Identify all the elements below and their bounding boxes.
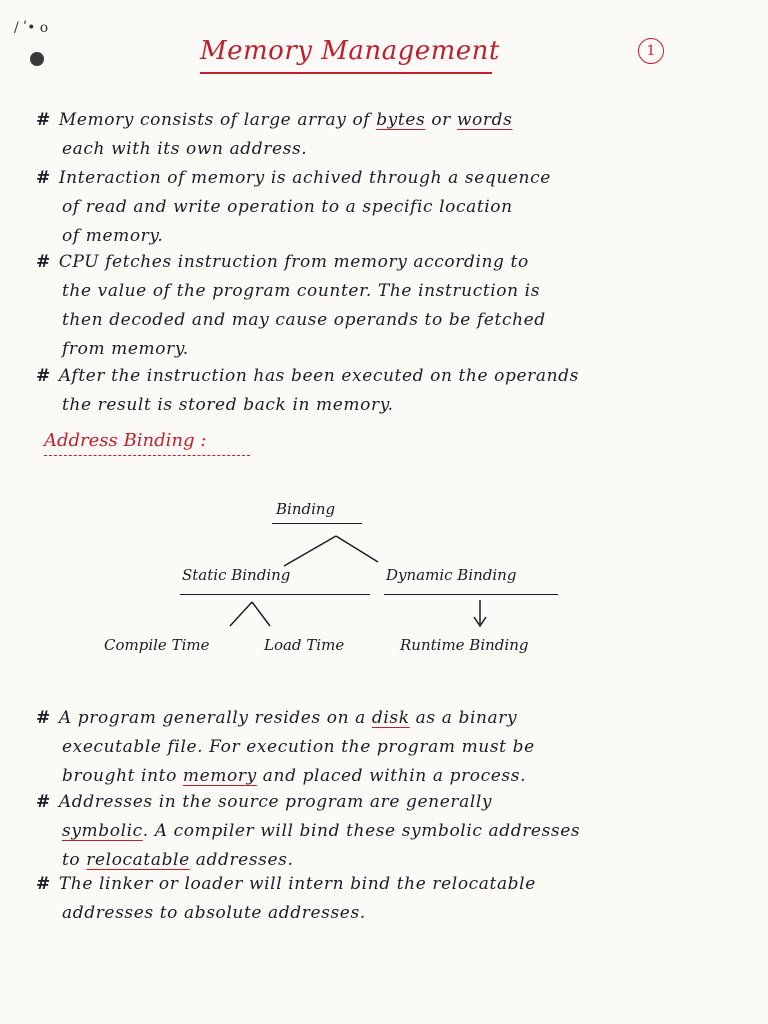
note-text: from memory. — [62, 339, 189, 359]
note-text: addresses to absolute addresses. — [62, 903, 366, 923]
note-text: Interaction of memory is achived through a sequence — [58, 168, 551, 188]
node-dynamic-binding: Dynamic Binding — [386, 566, 517, 584]
edge-static-load — [252, 602, 270, 626]
note-text: or — [425, 110, 457, 130]
note-text: Addresses in the source program are generally — [58, 792, 493, 812]
underlined-term: relocatable — [86, 850, 190, 870]
note-text: the result is stored back in memory. — [62, 395, 394, 415]
note-text: to — [62, 850, 87, 870]
corner-scribble: / ʹ• o — [14, 20, 49, 36]
note-line — [36, 708, 517, 728]
page-number-badge: 1 — [638, 38, 664, 64]
node-load-time: Load Time — [264, 636, 345, 654]
bullet-hash: # — [36, 110, 51, 130]
bullet-hash: # — [36, 792, 51, 812]
edge-static-compile — [230, 602, 252, 626]
note-text: addresses. — [189, 850, 294, 870]
note-text: each with its own address. — [62, 139, 308, 159]
note-line — [62, 821, 580, 841]
note-text: Memory consists of large array of — [58, 110, 377, 130]
section-heading: Address Binding : — [44, 430, 207, 451]
node-compile-time: Compile Time — [104, 636, 210, 654]
note-text: the value of the program counter. The instruction is — [62, 281, 541, 301]
note-line — [62, 903, 366, 923]
bullet-hash: # — [36, 366, 51, 386]
node-dynamic-underline — [384, 594, 558, 595]
note-line — [62, 850, 293, 870]
note-text: CPU fetches instruction from memory according to — [58, 252, 529, 272]
bullet-hash: # — [36, 708, 51, 728]
note-text: of memory. — [62, 226, 164, 246]
note-text: then decoded and may cause operands to be fetched — [62, 310, 546, 330]
note-text: brought into — [62, 766, 183, 786]
note-text: and placed within a process. — [256, 766, 527, 786]
note-text: as a binary — [409, 708, 518, 728]
underlined-term: disk — [371, 708, 410, 728]
note-text: The linker or loader will intern bind the relocatable — [58, 874, 536, 894]
node-static-underline — [180, 594, 370, 595]
note-line — [62, 737, 535, 757]
node-runtime-binding: Runtime Binding — [400, 636, 529, 654]
node-static-binding: Static Binding — [182, 566, 291, 584]
note-text: of read and write operation to a specific location — [62, 197, 513, 217]
underlined-term: words — [456, 110, 513, 130]
note-text: . A compiler will bind these symbolic addresses — [142, 821, 581, 841]
edge-root-static — [284, 536, 336, 566]
bullet-hash: # — [36, 874, 51, 894]
note-line — [36, 792, 492, 812]
node-binding-underline — [272, 523, 362, 524]
note-text: After the instruction has been executed on the operands — [58, 366, 579, 386]
note-text: A program generally resides on a — [58, 708, 372, 728]
page-title: Memory Management — [200, 36, 500, 66]
underlined-term: symbolic — [62, 821, 143, 841]
underlined-term: bytes — [376, 110, 426, 130]
underlined-term: memory — [182, 766, 257, 786]
note-line — [62, 766, 526, 786]
bullet-hash: # — [36, 168, 51, 188]
node-binding: Binding — [276, 500, 336, 518]
note-line — [36, 874, 536, 894]
bullet-hash: # — [36, 252, 51, 272]
edge-root-dynamic — [336, 536, 378, 562]
note-text: executable file. For execution the program must be — [62, 737, 535, 757]
